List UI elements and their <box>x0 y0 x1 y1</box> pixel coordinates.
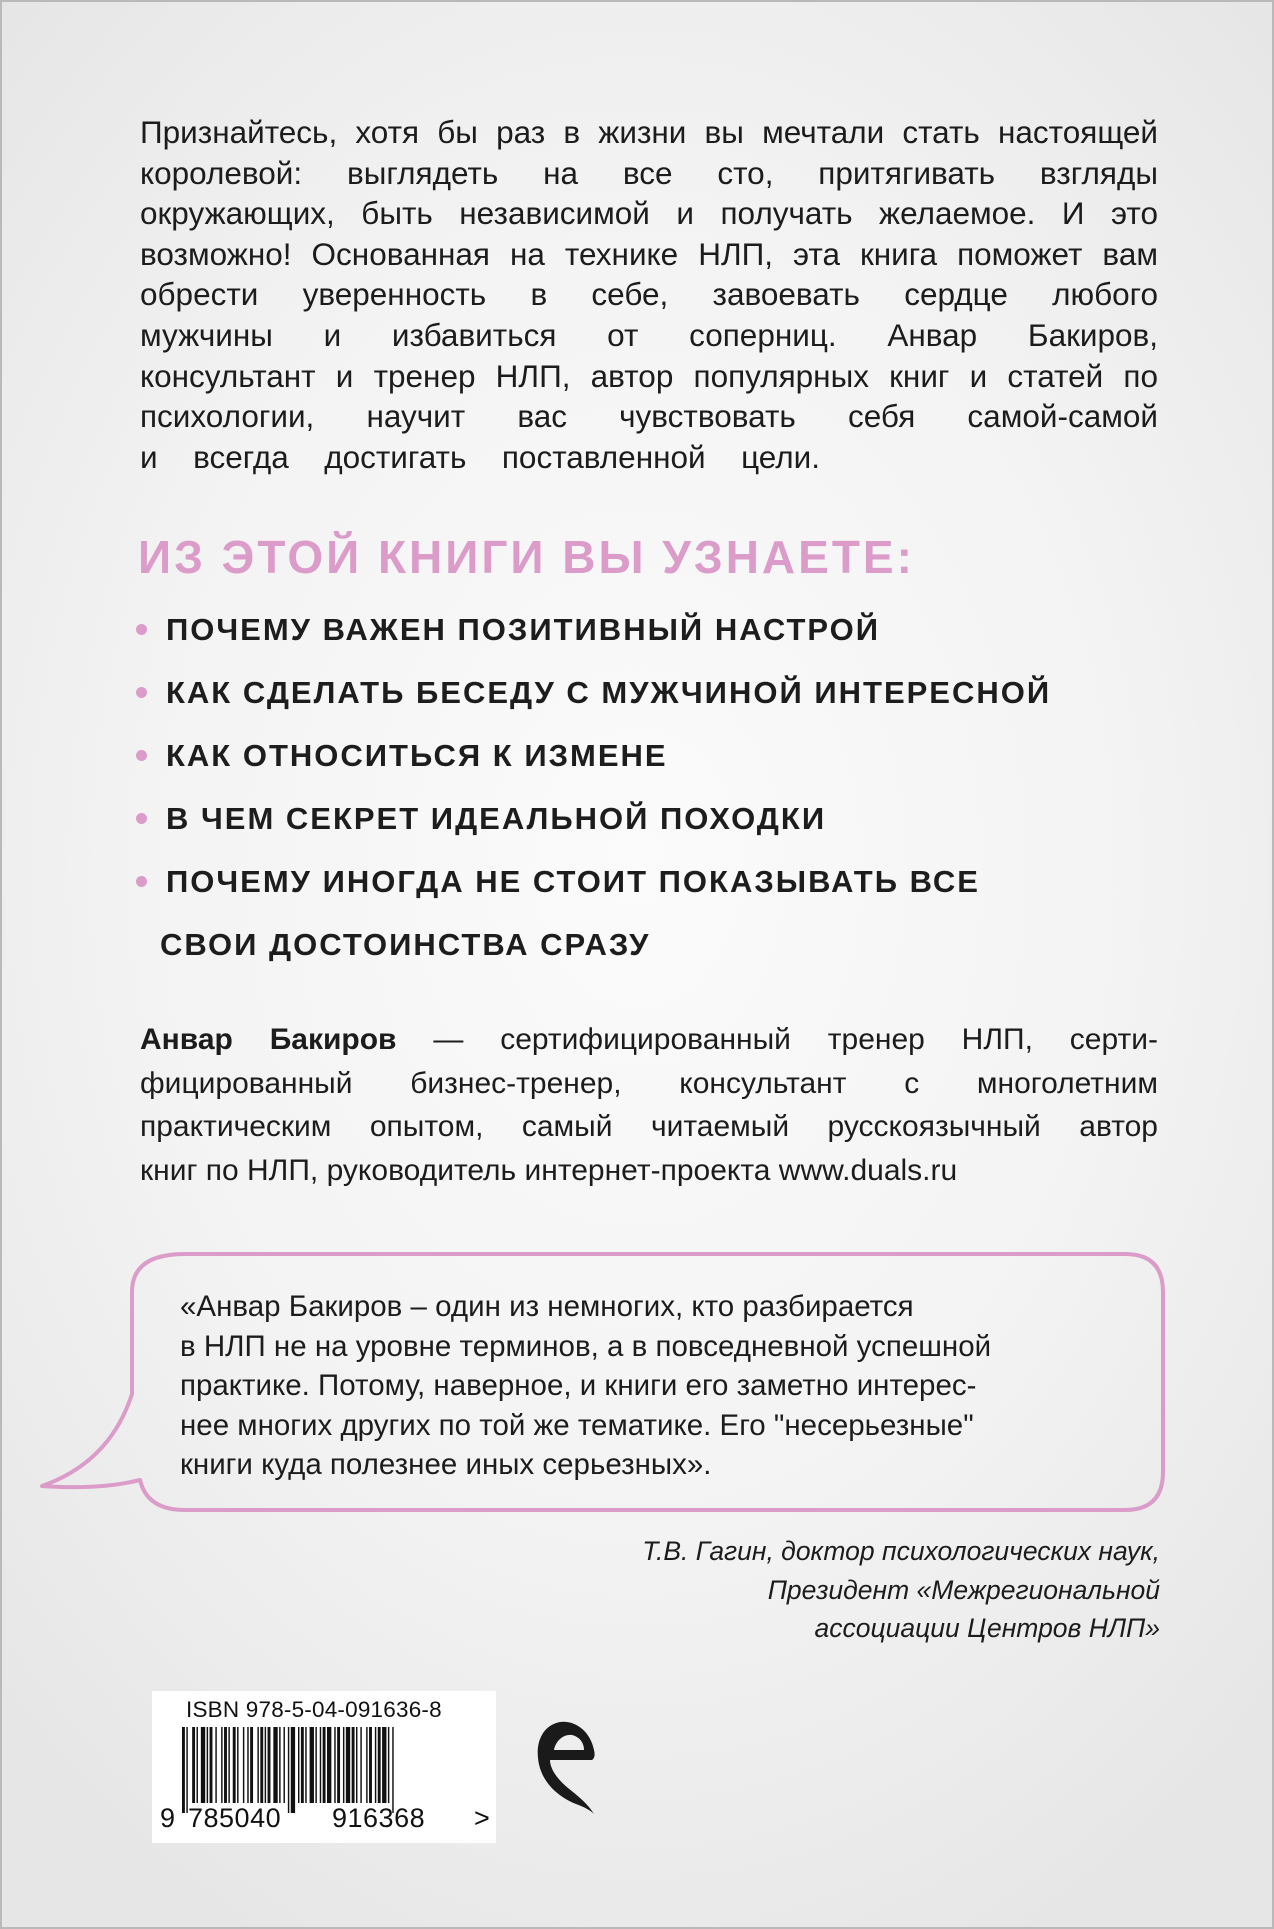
attribution-line: Т.В. Гагин, доктор психологических наук, <box>642 1536 1160 1566</box>
quote-line: «Анвар Бакиров – один из немногих, кто разбирается <box>180 1290 914 1323</box>
barcode-bar <box>221 1727 222 1803</box>
barcode-bar <box>310 1727 314 1803</box>
barcode-bar <box>337 1727 340 1803</box>
barcode-bar <box>392 1727 393 1813</box>
barcode-right-digits: 916368 <box>332 1803 426 1833</box>
intro-line: и всегда достигать поставленной цели. <box>140 438 820 475</box>
intro-line: Признайтесь, хотя бы раз в жизни вы мечтали стать настоящей <box>140 114 1158 150</box>
barcode-bar <box>334 1727 335 1803</box>
barcode-bar <box>265 1727 266 1803</box>
barcode-bar <box>298 1727 299 1803</box>
eksmo-logo-icon <box>532 1712 604 1820</box>
attribution-line: Президент «Межрегиональной <box>767 1574 1160 1605</box>
intro-line: королевой: выглядеть на все сто, притягивать взгляды <box>140 154 1158 191</box>
barcode-bar <box>315 1727 316 1803</box>
barcode-bar <box>323 1727 326 1803</box>
barcode-bar <box>273 1727 277 1803</box>
barcode-bar <box>327 1727 331 1803</box>
barcode-bar <box>388 1727 389 1803</box>
quote-attribution <box>642 1532 1160 1648</box>
isbn-label: ISBN 978-5-04-091636-8 <box>186 1697 442 1722</box>
intro-line: обрести уверенность в себе, завоевать сердце любого <box>140 276 1158 313</box>
barcode-bar <box>260 1727 263 1803</box>
barcode-end-mark: > <box>474 1803 491 1833</box>
barcode-bar <box>247 1727 248 1803</box>
barcode-bar <box>201 1727 205 1803</box>
barcode-bar <box>233 1727 236 1803</box>
barcode-bar <box>320 1727 321 1803</box>
barcode-bar <box>268 1727 271 1803</box>
author-bio-line: фицированный бизнес-тренер, консультант с многолетним <box>140 1066 1158 1100</box>
barcode-bar <box>215 1727 216 1803</box>
testimonial-quote <box>180 1287 1140 1485</box>
barcode-bar <box>346 1727 350 1803</box>
author-bio-text: — сертифицированный тренер НЛП, серти- <box>396 1023 1158 1056</box>
isbn-barcode <box>152 1691 496 1843</box>
barcode-bar <box>237 1727 238 1803</box>
barcode-bar <box>360 1727 361 1803</box>
barcode-bar <box>375 1727 376 1803</box>
list-item-text: ПОЧЕМУ ВАЖЕН ПОЗИТИВНЫЙ НАСТРОЙ <box>166 612 881 647</box>
barcode-bar <box>182 1727 185 1813</box>
barcode-bar <box>284 1727 285 1803</box>
quote-line: практике. Потому, наверное, и книги его заметно интерес- <box>180 1369 977 1402</box>
barcode-lead-digit: 9 <box>160 1803 176 1833</box>
barcode-bar <box>207 1727 208 1803</box>
barcode-bar <box>250 1727 253 1803</box>
quote-line: нее многих других по той же тематике. Его "несерьезные" <box>180 1408 974 1442</box>
list-item-text: КАК СДЕЛАТЬ БЕСЕДУ С МУЖЧИНОЙ ИНТЕРЕСНОЙ <box>166 675 1052 710</box>
barcode-bar <box>257 1727 258 1803</box>
author-bio-line: практическим опытом, самый читаемый русскоязычный автор <box>140 1110 1158 1143</box>
barcode-bar <box>197 1727 198 1803</box>
barcode-bar <box>366 1727 367 1803</box>
author-bio-line: книг по НЛП, руководитель интернет-проекта www.duals.ru <box>140 1153 958 1187</box>
barcode-bar <box>192 1727 195 1803</box>
list-item-text: ПОЧЕМУ ИНОГДА НЕ СТОИТ ПОКАЗЫВАТЬ ВСЕ <box>166 864 980 899</box>
intro-line: психологии, научит вас чувствовать себя самой-самой <box>140 398 1158 435</box>
attribution-line: ассоциации Центров НЛП» <box>814 1613 1160 1643</box>
quote-line: книги куда полезнее иных серьезных». <box>180 1448 712 1481</box>
barcode-bar <box>243 1727 244 1803</box>
barcode-bar <box>369 1727 372 1803</box>
barcode-bar <box>301 1727 304 1803</box>
barcode-bar <box>305 1727 306 1803</box>
author-name: Анвар Бакиров <box>140 1023 397 1056</box>
barcode-bar <box>343 1727 344 1803</box>
barcode-bar <box>291 1727 295 1813</box>
barcode-bar <box>228 1727 229 1803</box>
highlights-heading: ИЗ ЭТОЙ КНИГИ ВЫ УЗНАЕТЕ: <box>138 531 915 583</box>
barcode-bar <box>186 1727 187 1813</box>
intro-line: консультант и тренер НЛП, автор популярных книг и статей по <box>140 357 1158 394</box>
list-item-text: СВОИ ДОСТОИНСТВА СРАЗУ <box>160 927 651 962</box>
barcode-bar <box>210 1727 213 1803</box>
barcode-bar <box>378 1727 381 1803</box>
barcode-bar <box>288 1727 289 1813</box>
intro-line: окружающих, быть независимой и получать желаемое. И это <box>140 195 1158 232</box>
barcode-bar <box>279 1727 280 1803</box>
quote-line: в НЛП не на уровне терминов, а в повседневной успешной <box>180 1329 992 1363</box>
intro-line: мужчины и избавиться от соперниц. Анвар Бакиров, <box>140 316 1158 353</box>
intro-line: возможно! Основанная на технике НЛП, эта книга поможет вам <box>140 235 1158 272</box>
barcode-bar <box>224 1727 227 1803</box>
barcode-left-digits: 785040 <box>188 1803 282 1833</box>
barcode-bar <box>352 1727 355 1803</box>
barcode-bar <box>356 1727 357 1803</box>
list-item-text: В ЧЕМ СЕКРЕТ ИДЕАЛЬНОЙ ПОХОДКИ <box>166 801 827 836</box>
list-item-text: КАК ОТНОСИТЬСЯ К ИЗМЕНЕ <box>166 738 668 773</box>
barcode-bar <box>382 1727 386 1803</box>
